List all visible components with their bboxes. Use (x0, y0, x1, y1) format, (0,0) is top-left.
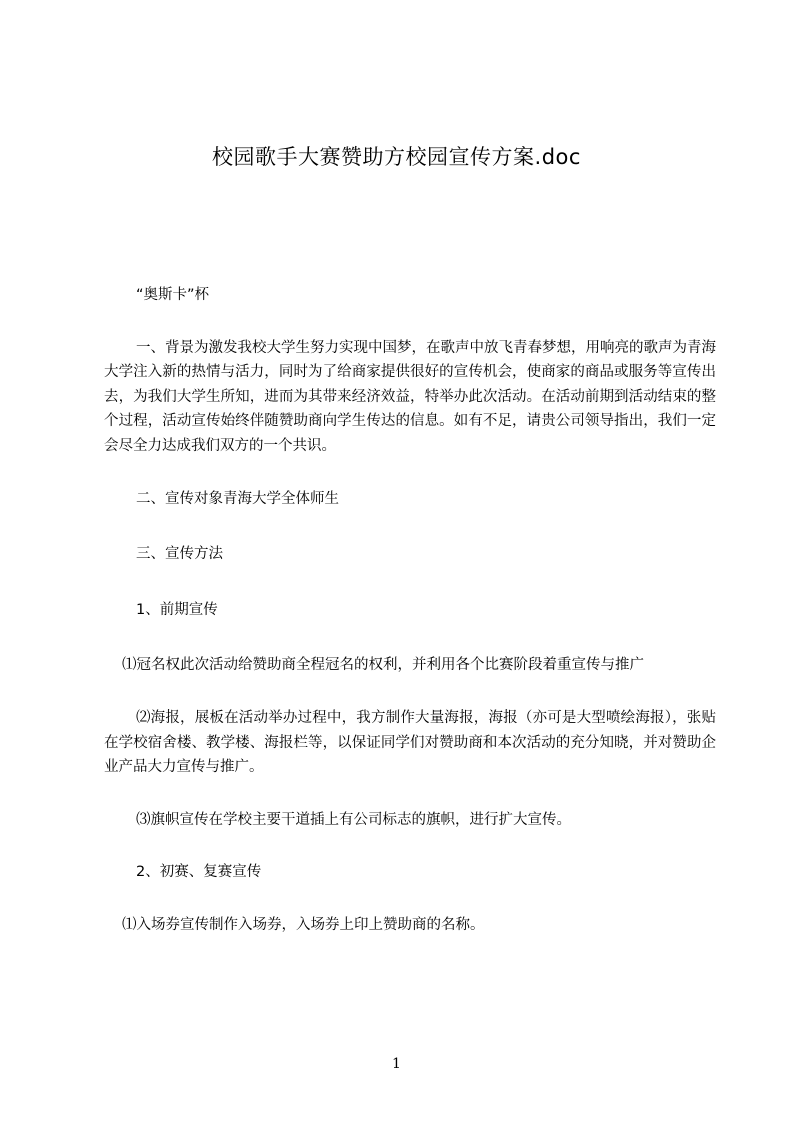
paragraph-early-promotion: 1、前期宣传 (136, 601, 218, 618)
document-title: 校园歌手大赛赞助方校园宣传方案.doc (212, 145, 581, 169)
page-number: 1 (392, 1056, 401, 1072)
paragraph-posters: ⑵海报，展板在活动举办过程中，我方制作大量海报，海报（亦可是大型喷绘海报），张贴在学校宿舍楼、教学楼、海报栏等，以保证同学们对赞助商和本次活动的充分知晓，并对赞助企业产品大力宣传与推广。 (104, 709, 716, 776)
paragraph-target-audience: 二、宣传对象青海大学全体师生 (136, 490, 339, 507)
paragraph-background: 一、背景为激发我校大学生努力实现中国梦，在歌声中放飞青春梦想，用响亮的歌声为青海大学注入新的热情与活力，同时为了给商家提供很好的宣传机会，使商家的商品或服务等宣传出去，为我们大学生所知，进而为其带来经济效益，特举办此次活动。在活动前期到活动结束的整个过程，活动宣传始终伴随赞助商向学生传达的信息。如有不足，请贵公司领导指出，我们一定会尽全力达成我们双方的一个共识。 (104, 339, 716, 454)
paragraph-naming-rights: ⑴冠名权此次活动给赞助商全程冠名的权利，并利用各个比赛阶段着重宣传与推广 (122, 657, 644, 674)
paragraph-flags: ⑶旗帜宣传在学校主要干道插上有公司标志的旗帜，进行扩大宣传。 (136, 811, 571, 828)
paragraph-tickets: ⑴入场券宣传制作入场券，入场券上印上赞助商的名称。 (122, 916, 485, 933)
paragraph-cup-name: “奥斯卡”杯 (136, 287, 210, 303)
paragraph-preliminary-heading: 2、初赛、复赛宣传 (136, 864, 262, 881)
document-body (104, 283, 716, 938)
paragraph-methods-heading: 三、宣传方法 (136, 546, 223, 563)
